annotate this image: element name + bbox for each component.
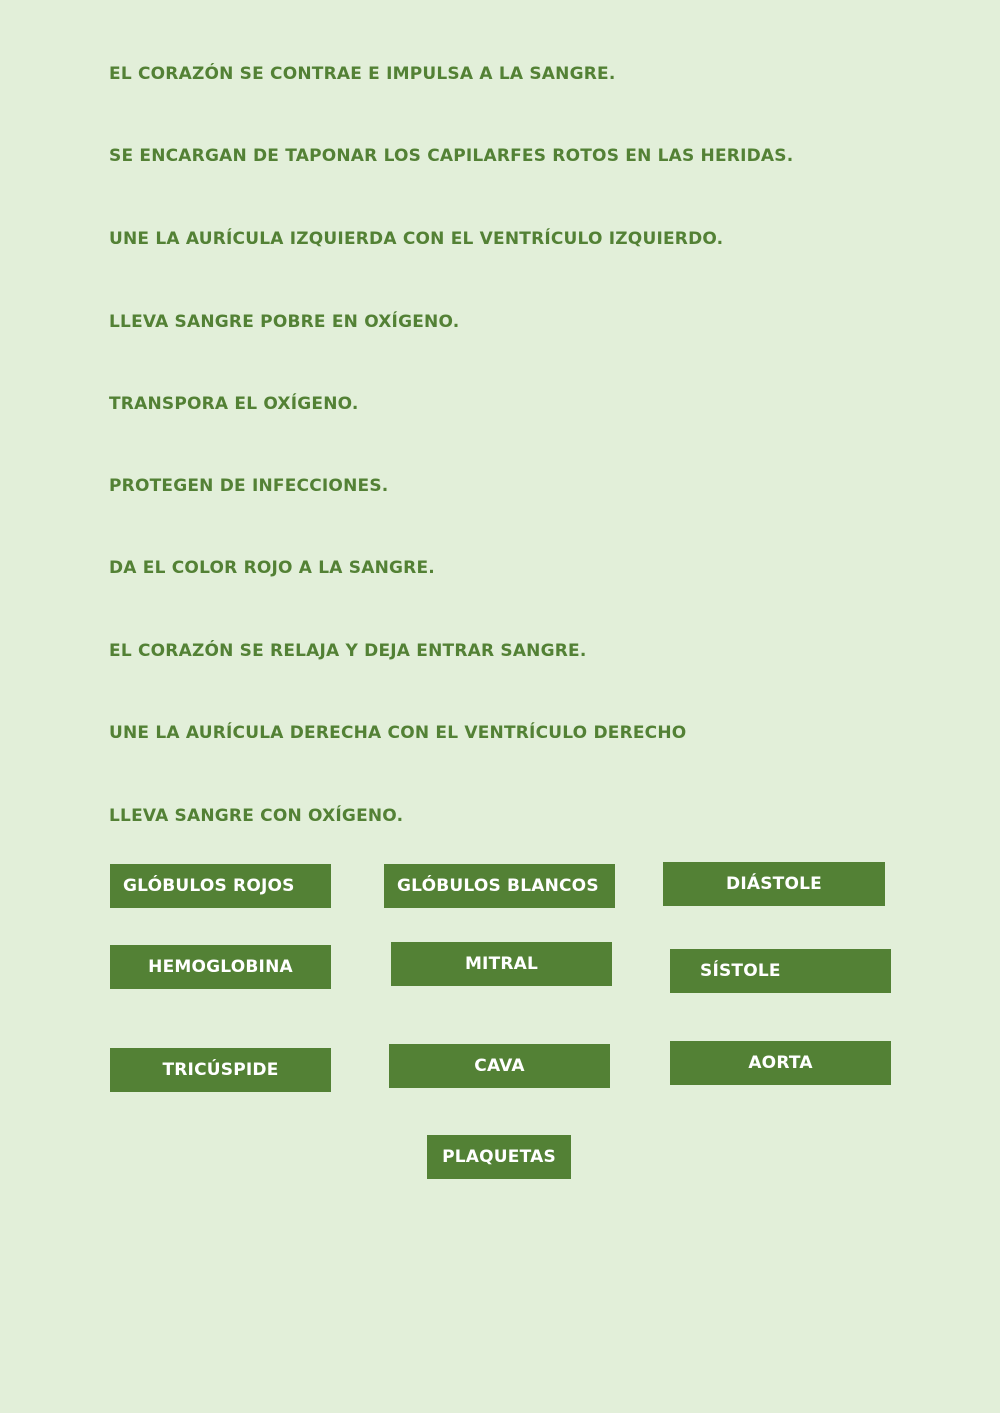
answer-box-globulos-blancos[interactable]: GLÓBULOS BLANCOS: [384, 864, 615, 908]
clue-5: TRANSPORA EL OXÍGENO.: [109, 394, 359, 414]
clue-1: EL CORAZÓN SE CONTRAE E IMPULSA A LA SANGRE.: [109, 64, 616, 84]
clue-3: UNE LA AURÍCULA IZQUIERDA CON EL VENTRÍCULO IZQUIERDO.: [109, 229, 724, 249]
answer-box-mitral[interactable]: MITRAL: [391, 942, 612, 986]
answer-box-aorta[interactable]: AORTA: [670, 1041, 891, 1085]
answer-box-plaquetas[interactable]: PLAQUETAS: [427, 1135, 571, 1179]
answer-box-tricuspide[interactable]: TRICÚSPIDE: [110, 1048, 331, 1092]
clue-4: LLEVA SANGRE POBRE EN OXÍGENO.: [109, 312, 460, 332]
answer-box-diastole[interactable]: DIÁSTOLE: [663, 862, 885, 906]
clue-10: LLEVA SANGRE CON OXÍGENO.: [109, 806, 404, 826]
clue-7: DA EL COLOR ROJO A LA SANGRE.: [109, 558, 435, 578]
answer-box-hemoglobina[interactable]: HEMOGLOBINA: [110, 945, 331, 989]
clue-6: PROTEGEN DE INFECCIONES.: [109, 476, 389, 496]
answer-box-globulos-rojos[interactable]: GLÓBULOS ROJOS: [110, 864, 331, 908]
clue-2: SE ENCARGAN DE TAPONAR LOS CAPILARFES ROTOS EN LAS HERIDAS.: [109, 146, 794, 166]
answer-box-cava[interactable]: CAVA: [389, 1044, 610, 1088]
answer-box-sistole[interactable]: SÍSTOLE: [670, 949, 891, 993]
clue-9: UNE LA AURÍCULA DERECHA CON EL VENTRÍCULO DERECHO: [109, 723, 687, 743]
clue-8: EL CORAZÓN SE RELAJA Y DEJA ENTRAR SANGRE.: [109, 641, 587, 661]
